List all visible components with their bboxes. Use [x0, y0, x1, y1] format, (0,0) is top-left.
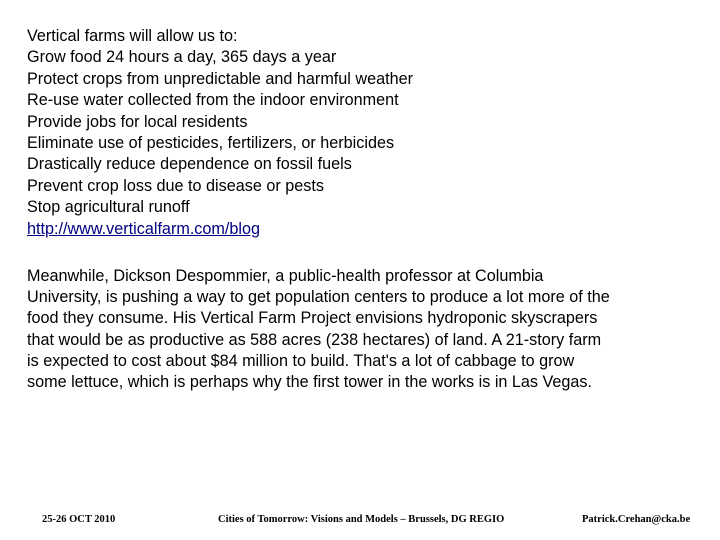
quote-line: is expected to cost about $84 million to build. That's a lot of cabbage to grow — [27, 351, 575, 370]
benefit-item: Provide jobs for local residents — [27, 112, 248, 131]
benefit-item: Drastically reduce dependence on fossil fuels — [27, 155, 352, 174]
benefits-intro: Vertical farms will allow us to: — [27, 27, 238, 45]
footer-event: Cities of Tomorrow: Visions and Models – Brussels, DG REGIO — [218, 514, 505, 525]
quote-line: that would be as productive as 588 acres (238 hectares) of land. A 21-story farm — [27, 330, 602, 349]
benefit-item: Re-use water collected from the indoor environment — [27, 91, 399, 110]
benefit-item: Prevent crop loss due to disease or pests — [27, 176, 324, 195]
benefits-list — [27, 26, 687, 240]
quote-line: some lettuce, which is perhaps why the first tower in the works is in Las Vegas. — [27, 373, 593, 392]
benefit-item: Grow food 24 hours a day, 365 days a year — [27, 48, 337, 67]
quote-line: food they consume. His Vertical Farm Project envisions hydroponic skyscrapers — [27, 309, 598, 328]
benefit-item: Stop agricultural runoff — [27, 198, 190, 217]
benefit-item: Eliminate use of pesticides, fertilizers, or herbicides — [27, 134, 395, 153]
footer-email: Patrick.Crehan@cka.be — [582, 514, 691, 525]
footer-date: 25-26 OCT 2010 — [42, 514, 116, 525]
quote-paragraph — [27, 266, 697, 393]
benefit-item: Protect crops from unpredictable and harmful weather — [27, 69, 413, 88]
quote-line: University, is pushing a way to get population centers to produce a lot more of the — [27, 288, 610, 307]
quote-line: Meanwhile, Dickson Despommier, a public-health professor at Columbia — [27, 267, 544, 285]
blog-link[interactable]: http://www.verticalfarm.com/blog — [27, 219, 260, 238]
